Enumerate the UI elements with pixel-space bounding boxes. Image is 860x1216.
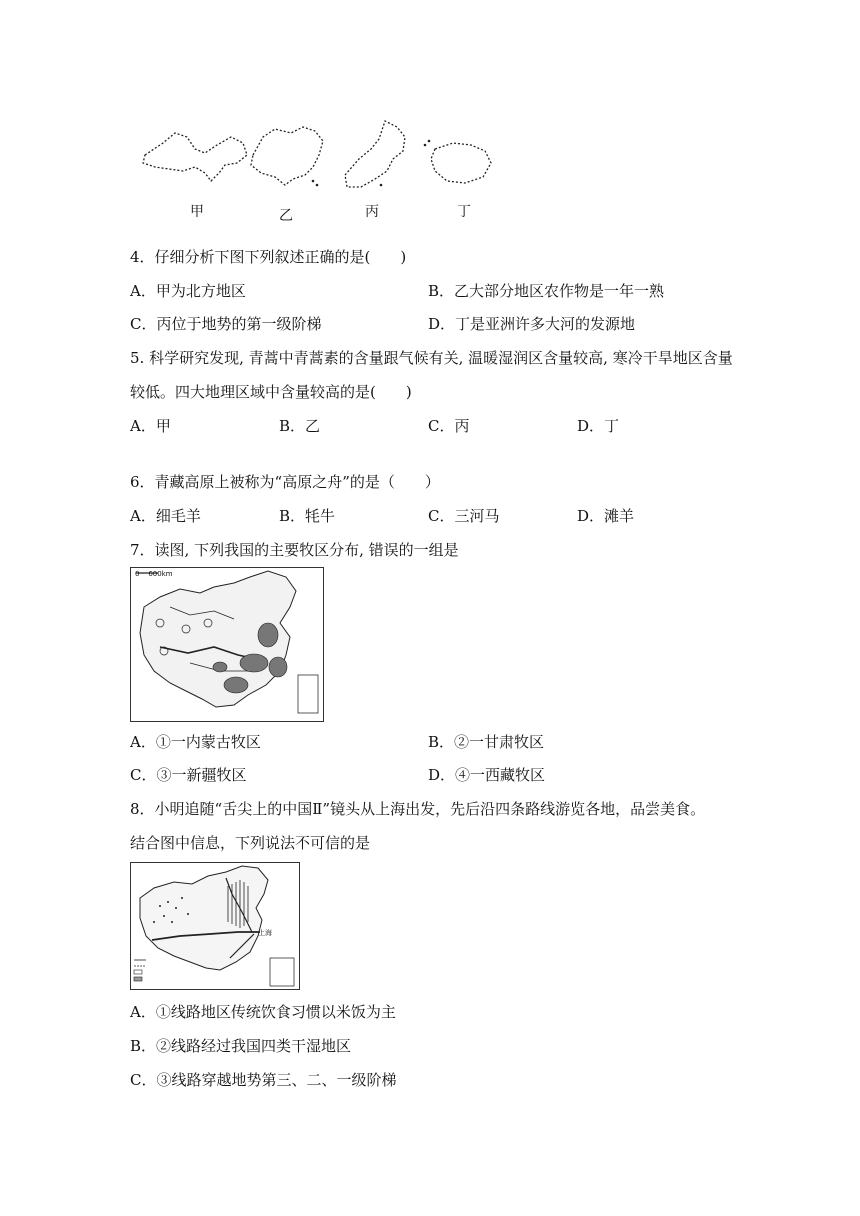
q6-stem: 6．青藏高原上被称为“高原之舟”的是（ ） — [130, 473, 440, 491]
q4-option-b[interactable]: B．乙大部分地区农作物是一年一熟 — [428, 282, 665, 300]
q5-stem-line1: 5. 科学研究发现, 青蒿中青蒿素的含量跟气候有关, 温暖湿润区含量较高, 寒冷干旱地区含量 — [130, 349, 733, 367]
q4-option-d[interactable]: D．丁是亚洲许多大河的发源地 — [428, 315, 636, 333]
q6-option-b[interactable]: B．牦牛 — [279, 507, 336, 525]
food-routes-map-svg — [130, 862, 300, 990]
label-yi: 乙 — [279, 208, 293, 224]
q8-option-a[interactable]: A．①线路地区传统饮食习惯以米饭为主 — [130, 1003, 396, 1021]
q4-option-c[interactable]: C．丙位于地势的第一级阶梯 — [130, 315, 322, 333]
q8-option-c[interactable]: C．③线路穿越地势第三、二、一级阶梯 — [130, 1071, 397, 1089]
q5-option-b[interactable]: B．乙 — [279, 417, 321, 435]
label-bing: 丙 — [365, 204, 379, 220]
q4-stem: 4．仔细分析下图下列叙述正确的是( ) — [130, 248, 407, 266]
label-ding: 丁 — [457, 204, 471, 220]
q6-option-c[interactable]: C．三河马 — [428, 507, 500, 525]
q4-option-a[interactable]: A．甲为北方地区 — [130, 282, 246, 300]
food-map-city-label: 上海 — [258, 929, 272, 937]
q5-stem-line2: 较低。四大地理区域中含量较高的是( ) — [130, 383, 412, 401]
food-routes-map — [130, 862, 300, 990]
q5-option-a[interactable]: A．甲 — [130, 417, 171, 435]
q7-option-c[interactable]: C．③一新疆牧区 — [130, 766, 247, 784]
region-yi-outline — [251, 127, 323, 185]
pastoral-map-svg — [130, 567, 324, 722]
q5-option-d[interactable]: D．丁 — [577, 417, 620, 435]
q7-option-a[interactable]: A．①一内蒙古牧区 — [130, 733, 261, 751]
q6-option-a[interactable]: A．细毛羊 — [130, 507, 201, 525]
q7-option-d[interactable]: D．④一西藏牧区 — [428, 766, 546, 784]
region-jia-outline — [143, 133, 247, 181]
region-ding-outline — [431, 143, 491, 183]
region-outlines-figure — [135, 115, 505, 225]
q5-option-c[interactable]: C．丙 — [428, 417, 470, 435]
q8-stem-line2: 结合图中信息，下列说法不可信的是 — [130, 834, 371, 852]
q7-option-b[interactable]: B．②一甘肃牧区 — [428, 733, 545, 751]
label-jia: 甲 — [190, 204, 204, 220]
q7-stem: 7．读图, 下列我国的主要牧区分布, 错误的一组是 — [130, 541, 459, 559]
q8-option-b[interactable]: B．②线路经过我国四类干湿地区 — [130, 1037, 352, 1055]
region-bing-outline — [345, 121, 405, 187]
q6-option-d[interactable]: D．滩羊 — [577, 507, 635, 525]
pastoral-map-scale: 0 600km — [135, 570, 173, 578]
pastoral-regions-map — [130, 567, 324, 722]
q8-stem-line1: 8．小明追随“舌尖上的中国Ⅱ”镜头从上海出发，先后沿四条路线游览各地，品尝美食。 — [130, 800, 706, 818]
